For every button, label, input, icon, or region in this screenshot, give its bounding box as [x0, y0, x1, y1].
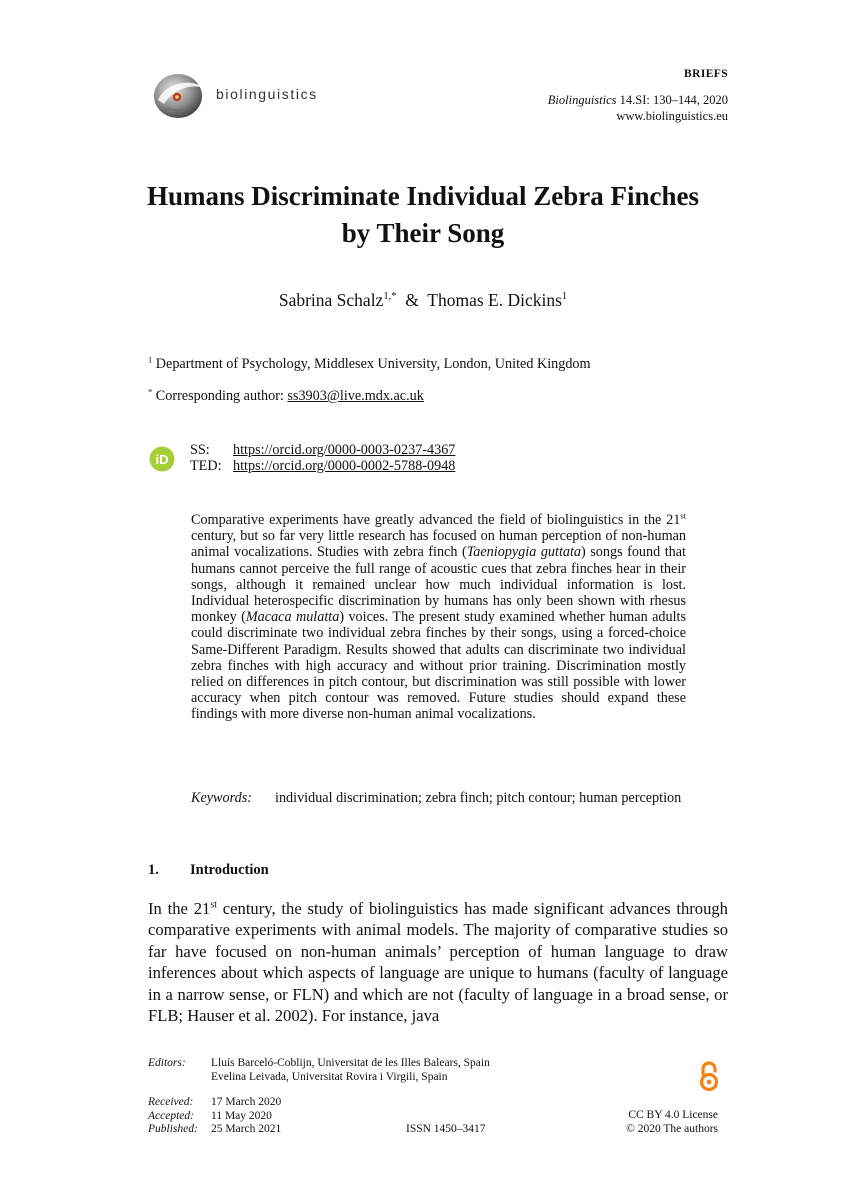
abstract — [191, 512, 686, 723]
publication-dates — [148, 1096, 281, 1137]
issn: ISSN 1450–3417 — [406, 1123, 486, 1135]
date-received — [148, 1096, 281, 1110]
intro-text-2: century, the study of biolinguistics has made significant advances through comparative experiments with animal models. The majority of comparative studies so far have focused on non-human animals’ perception of human language to draw inferences about which aspects of language are unique to humans (faculty of language in a narrow sense, or FLN) and which are not (faculty of language in a broad sense, or FLB; Hauser et al. 2002). For instance, java — [148, 899, 728, 1026]
author-1-sup: 1,* — [383, 291, 397, 303]
title-line-1: Humans Discriminate Individual Zebra Finches — [146, 181, 700, 211]
editors-list — [211, 1056, 490, 1084]
date-label: Published: — [148, 1123, 198, 1135]
editor-2: Evelina Leivada, Universitat Rovira i Virgili, Spain — [211, 1071, 448, 1083]
abstract-part-1: Comparative experiments have greatly advanced the field of biolinguistics in the 21 — [191, 512, 681, 528]
copyright-text: © 2020 The authors — [626, 1122, 718, 1135]
corresponding-label: Corresponding author: — [155, 388, 284, 404]
paper-title — [0, 178, 846, 252]
abstract-part-2: century, but so far very little research has focused on human perception of non-human animal vocalizations. Studies with zebra finch ( — [191, 528, 686, 561]
abstract-species-1: Taeniopygia guttata — [466, 544, 582, 561]
journal-logo — [152, 66, 372, 122]
author-list — [0, 290, 846, 311]
author-2-sup: 1 — [561, 291, 568, 303]
editors-label: Editors: — [148, 1057, 186, 1069]
keywords-label: Keywords: — [191, 790, 252, 806]
title-line-2: by Their Song — [341, 218, 505, 248]
date-value: 11 May 2020 — [211, 1109, 272, 1122]
journal-website[interactable]: www.biolinguistics.eu — [616, 109, 728, 123]
affiliation-text: Department of Psychology, Middlesex University, London, United Kingdom — [155, 356, 591, 372]
license-info — [626, 1109, 718, 1136]
keywords-text: individual discrimination; zebra finch; pitch contour; human perception — [275, 790, 682, 806]
date-published — [148, 1123, 281, 1137]
corresponding-author — [148, 388, 424, 405]
intro-text-1: In the 21 — [148, 899, 211, 918]
author-separator: & — [405, 290, 419, 310]
affiliation-sup: 1 — [148, 354, 153, 365]
journal-issue: 14.SI: 130–144, 2020 — [616, 93, 728, 107]
corresponding-sup: * — [148, 386, 153, 397]
biolinguistics-logo-icon — [152, 66, 214, 122]
date-label: Accepted: — [148, 1109, 194, 1122]
author-1: Sabrina Schalz — [278, 290, 384, 310]
corresponding-email-link[interactable]: ss3903@live.mdx.ac.uk — [287, 388, 424, 404]
orcid-icon-text: iD — [155, 452, 169, 467]
section-heading — [148, 862, 269, 879]
date-value: 25 March 2021 — [211, 1123, 282, 1135]
abstract-species-2: Macaca mulatta — [245, 609, 340, 626]
orcid-link-ted[interactable]: https://orcid.org/0000-0002-5788-0948 — [233, 458, 456, 474]
section-title: Introduction — [190, 862, 269, 878]
logo-text: biolinguistics — [216, 86, 318, 102]
orcid-list — [190, 442, 455, 474]
keywords — [191, 790, 686, 806]
orcid-icon — [149, 446, 175, 472]
abstract-part-3: ) songs found that humans cannot perceive the full range of acoustic cues that zebra finches hear in their songs, although it remained unclear how much individual information is lost. Individual heterospecific discrimination by humans has only been shown with rhesus monkey ( — [191, 544, 686, 626]
open-access-icon — [697, 1060, 721, 1092]
author-2: Thomas E. Dickins — [427, 290, 562, 310]
orcid-entry-ss — [190, 442, 455, 458]
orcid-label-ss: SS: — [190, 442, 210, 458]
date-value: 17 March 2020 — [211, 1096, 282, 1108]
orcid-label-ted: TED: — [190, 458, 222, 474]
affiliation — [148, 356, 591, 373]
orcid-link-ss[interactable]: https://orcid.org/0000-0003-0237-4367 — [233, 442, 456, 458]
journal-name: Biolinguistics — [547, 93, 617, 107]
intro-paragraph — [148, 898, 728, 1026]
journal-header — [548, 66, 728, 124]
license-text[interactable]: CC BY 4.0 License — [628, 1109, 718, 1121]
journal-citation — [548, 92, 728, 108]
orcid-entry-ted — [190, 458, 455, 474]
editor-1: Lluís Barceló-Coblijn, Universitat de les Illes Balears, Spain — [211, 1057, 490, 1069]
editors — [148, 1056, 490, 1084]
date-accepted — [148, 1110, 281, 1124]
intro-sup-st: st — [210, 899, 217, 911]
section-number: 1. — [148, 862, 159, 878]
date-label: Received: — [148, 1096, 194, 1108]
abstract-sup-st: st — [680, 510, 686, 521]
section-label: BRIEFS — [684, 68, 728, 80]
abstract-part-4: ) voices. The present study examined whether human adults could discriminate two individual zebra finches by their songs, using a forced-choice Same-Different Paradigm. Results showed that adults can discriminate two individual zebra finches with high accuracy and without prior training. Discrimination mostly relied on differences in pitch contour, but discrimination was still possible with lower accuracy when pitch contour was removed. Future studies should expand these findings with more diverse non-human animal vocalizations. — [191, 609, 687, 723]
